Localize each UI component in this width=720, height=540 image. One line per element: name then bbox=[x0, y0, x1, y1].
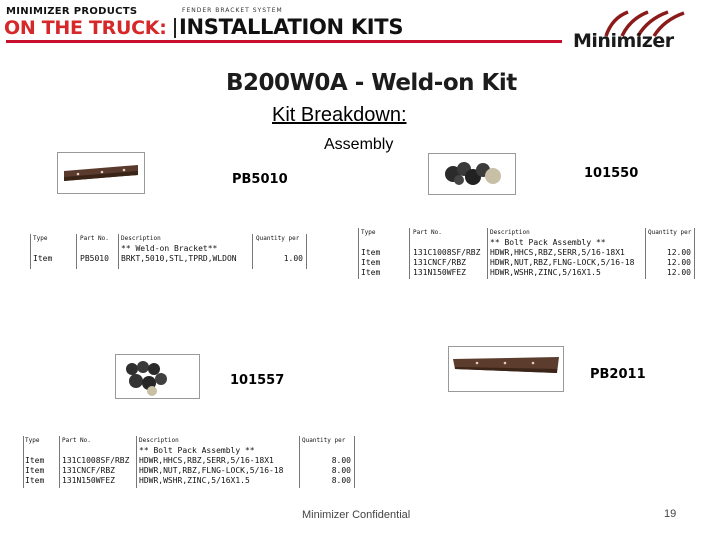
cell-type: Item bbox=[33, 254, 53, 263]
cell-part-no: 131C1008SF/RBZ bbox=[62, 456, 130, 465]
pb5010-parts-table bbox=[30, 234, 306, 264]
assembly-note: ** Bolt Pack Assembly ** bbox=[139, 446, 255, 455]
cell-description: HDWR,NUT,RBZ,FLNG-LOCK,5/16-18 bbox=[490, 258, 635, 267]
cell-description: HDWR,NUT,RBZ,FLNG-LOCK,5/16-18 bbox=[139, 466, 284, 475]
brand-name: MINIMIZER PRODUCTS bbox=[6, 6, 138, 17]
table-row bbox=[23, 456, 354, 466]
table-header-row bbox=[358, 228, 694, 238]
cell-quantity: 8.00 bbox=[331, 476, 351, 485]
kit-title: B200W0A - Weld-on Kit bbox=[226, 70, 517, 96]
col-partno-header: Part No. bbox=[413, 229, 442, 236]
col-quantity-header: Quantity per bbox=[302, 437, 346, 444]
brand-on-the-truck: ON THE TRUCK: bbox=[4, 17, 167, 39]
col-type-header: Type bbox=[25, 437, 40, 444]
brand-installation-kits: INSTALLATION KITS bbox=[179, 15, 404, 39]
cell-part-no: 131CNCF/RBZ bbox=[62, 466, 115, 475]
cell-description: BRKT,5010,STL,TPRD,WLDON bbox=[121, 254, 237, 263]
col-partno-header: Part No. bbox=[62, 437, 91, 444]
table-row bbox=[358, 268, 694, 278]
table-row bbox=[358, 258, 694, 268]
table-row bbox=[23, 476, 354, 486]
pb5010-photo bbox=[57, 152, 145, 194]
minimizer-logo bbox=[566, 8, 690, 52]
col-description-header: Description bbox=[121, 235, 161, 242]
weld-bracket-image bbox=[58, 153, 144, 193]
cell-part-no: 131N150WFEZ bbox=[413, 268, 466, 277]
col-type-header: Type bbox=[33, 235, 48, 242]
bolt-pack-image bbox=[116, 355, 199, 398]
p101550-parts-table bbox=[358, 228, 694, 278]
table-header-row bbox=[23, 436, 354, 446]
cell-quantity: 12.00 bbox=[666, 248, 691, 257]
cell-type: Item bbox=[25, 476, 45, 485]
cell-description: HDWR,WSHR,ZINC,5/16X1.5 bbox=[139, 476, 250, 485]
table-header-row bbox=[30, 234, 306, 244]
cell-quantity: 8.00 bbox=[331, 456, 351, 465]
bolt-pack-image bbox=[429, 154, 515, 194]
cell-quantity: 8.00 bbox=[331, 466, 351, 475]
cell-type: Item bbox=[361, 258, 381, 267]
cell-description: HDWR,HHCS,RBZ,SERR,5/16-18X1 bbox=[139, 456, 274, 465]
header-rule bbox=[6, 40, 562, 43]
cell-description: HDWR,HHCS,RBZ,SERR,5/16-18X1 bbox=[490, 248, 625, 257]
assembly-note: ** Bolt Pack Assembly ** bbox=[490, 238, 606, 247]
table-note-row bbox=[23, 446, 354, 456]
cell-part-no: 131CNCF/RBZ bbox=[413, 258, 466, 267]
cell-quantity: 12.00 bbox=[666, 268, 691, 277]
table-row bbox=[23, 466, 354, 476]
brand-separator bbox=[174, 18, 176, 38]
weld-bracket-image bbox=[449, 347, 563, 391]
p101557-photo bbox=[115, 354, 200, 399]
confidential-footer: Minimizer Confidential bbox=[302, 509, 411, 521]
header-banner bbox=[0, 0, 720, 58]
cell-quantity: 1.00 bbox=[283, 254, 303, 263]
p101557-parts-table bbox=[23, 436, 354, 486]
col-quantity-header: Quantity per bbox=[648, 229, 692, 236]
p101557-label: 101557 bbox=[230, 373, 285, 388]
cell-part-no: PB5010 bbox=[80, 254, 109, 263]
table-row bbox=[358, 248, 694, 258]
pb5010-label: PB5010 bbox=[232, 172, 288, 187]
kit-breakdown-heading: Kit Breakdown: bbox=[272, 104, 407, 126]
table-row bbox=[30, 254, 306, 264]
col-description-header: Description bbox=[139, 437, 179, 444]
col-description-header: Description bbox=[490, 229, 530, 236]
col-type-header: Type bbox=[361, 229, 376, 236]
col-partno-header: Part No. bbox=[80, 235, 109, 242]
logo-text: Minimizer bbox=[573, 30, 674, 52]
cell-description: HDWR,WSHR,ZINC,5/16X1.5 bbox=[490, 268, 601, 277]
cell-type: Item bbox=[25, 466, 45, 475]
pb2011-label: PB2011 bbox=[590, 367, 646, 382]
assembly-heading: Assembly bbox=[324, 136, 394, 153]
cell-type: Item bbox=[361, 268, 381, 277]
p101550-label: 101550 bbox=[584, 166, 639, 181]
cell-quantity: 12.00 bbox=[666, 258, 691, 267]
cell-part-no: 131N150WFEZ bbox=[62, 476, 115, 485]
p101550-photo bbox=[428, 153, 516, 195]
table-note-row bbox=[358, 238, 694, 248]
cell-part-no: 131C1008SF/RBZ bbox=[413, 248, 481, 257]
cell-type: Item bbox=[25, 456, 45, 465]
page-number: 19 bbox=[664, 508, 677, 520]
table-note-row bbox=[30, 244, 306, 254]
pb2011-photo bbox=[448, 346, 564, 392]
cell-type: Item bbox=[361, 248, 381, 257]
col-quantity-header: Quantity per bbox=[256, 235, 300, 242]
assembly-note: ** Weld-on Bracket** bbox=[121, 244, 218, 253]
brand-subtitle: FENDER BRACKET SYSTEM bbox=[182, 7, 283, 14]
